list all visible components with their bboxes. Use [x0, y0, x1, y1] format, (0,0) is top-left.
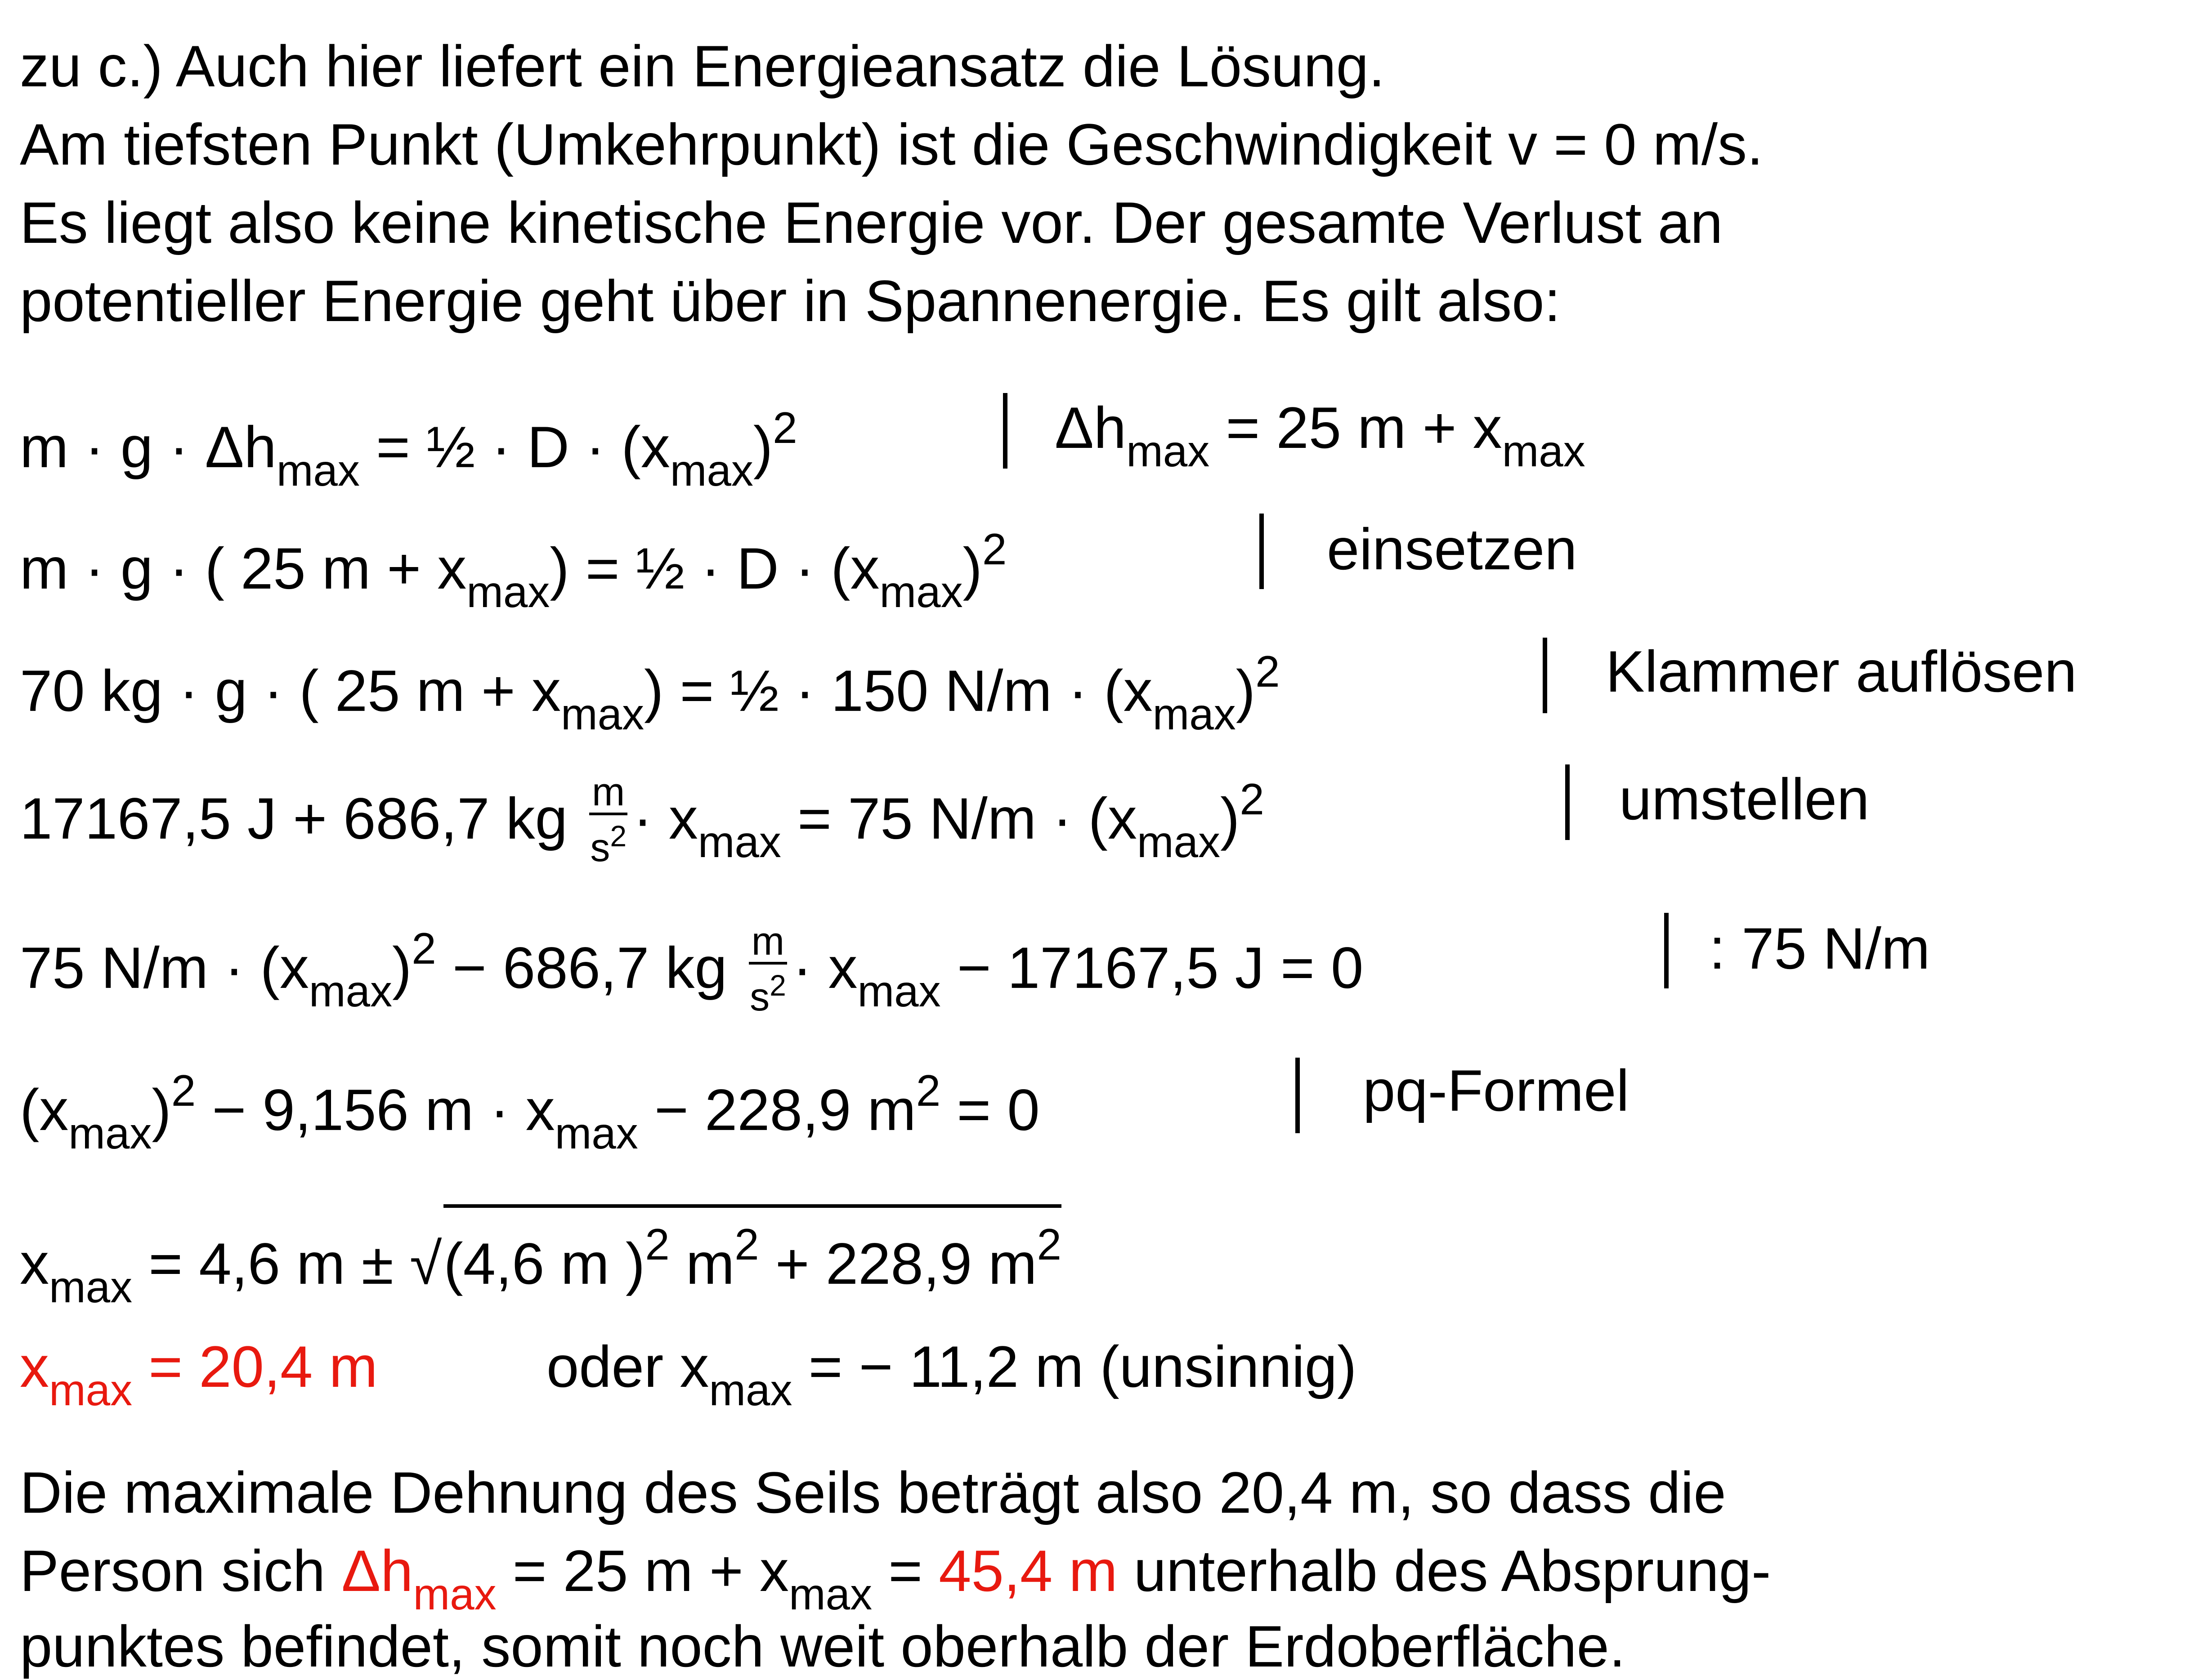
- equation-2-note: einsetzen: [1327, 516, 1577, 582]
- equation-4: 17167,5 J + 686,7 kg $\frac{m}{s^2}$ · $x_{max} = 75$ $N/m \cdot (x_{max})^2$: [20, 769, 1264, 870]
- equation-5-note: : 75 N/m: [1709, 916, 1930, 981]
- equation-7: $x_{max} = 4,6$ m ± √(4,6 m )$^2$ $m^2 + 228,9$ $m^2$: [20, 1204, 1061, 1321]
- separator-bar: [1295, 1058, 1300, 1133]
- separator-bar: [1003, 393, 1007, 469]
- conclusion-line-2: Person sich $\Delta h_{max} = 25$ $m + x_{max} = 45,4$ m unterhalb des Absprung-: [20, 1538, 1771, 1619]
- intro-line-1: zu c.) Auch hier liefert ein Energieansatz die Lösung.: [20, 33, 1385, 99]
- equation-8-alternative: oder $x_{max}$ = − 11,2 m (unsinnig): [546, 1334, 1357, 1415]
- separator-bar: [1565, 764, 1570, 840]
- equation-2: m · g · ( 25 $m + x_{max}$) = ½ · $D \cdot (x_{max})^2$: [20, 524, 1007, 617]
- equation-1-note: $\Delta h_{max} = 25$ $m + x_{max}$: [1055, 395, 1585, 476]
- equation-8-result: $x_{max} = 20,4$ m: [20, 1334, 378, 1415]
- separator-bar: [1543, 638, 1547, 713]
- equation-4-note: umstellen: [1619, 766, 1870, 832]
- fraction-m-per-s2: $\frac{m}{s^2}$: [589, 771, 627, 868]
- conclusion-line-1: Die maximale Dehnung des Seils beträgt also 20,4 m, so dass die: [20, 1460, 1726, 1525]
- equation-6-note: pq-Formel: [1363, 1058, 1629, 1123]
- fraction-m-per-s2: $\frac{m}{s^2}$: [749, 920, 787, 1018]
- equation-1: $m \cdot g \cdot \Delta h_{max}$ = ½ · $D \cdot (x_{max})^2$: [20, 403, 797, 496]
- radicand: (4,6 m )$^2$ $m^2 + 228,9$ $m^2$: [443, 1204, 1061, 1297]
- equation-6: $(x_{max})^2 - 9,156$ $m \cdot x_{max} - 228,9$ $m^2 = 0$: [20, 1066, 1040, 1158]
- intro-line-3: Es liegt also keine kinetische Energie vor. Der gesamte Verlust an: [20, 190, 1723, 255]
- equation-3: 70 kg · g · ( 25 $m + x_{max}$) = ½ · 150 $N/m \cdot (x_{max})^2$: [20, 647, 1280, 739]
- conclusion-line-3: punktes befindet, somit noch weit oberhalb der Erdoberfläche.: [20, 1613, 1625, 1679]
- intro-line-2: Am tiefsten Punkt (Umkehrpunkt) ist die Geschwindigkeit v = 0 m/s.: [20, 112, 1764, 177]
- radical-sign: √: [410, 1230, 442, 1296]
- equation-3-note: Klammer auflösen: [1606, 639, 2077, 704]
- separator-bar: [1664, 913, 1669, 988]
- separator-bar: [1259, 514, 1264, 589]
- square-root: [410, 1204, 1061, 1297]
- intro-line-4: potentieller Energie geht über in Spannenergie. Es gilt also:: [20, 268, 1561, 334]
- equation-5: 75 $N/m \cdot (x_{max})^2 - 686,7$ kg $\frac{m}{s^2}$ · $x_{max} - 17167,5$ J = 0: [20, 918, 1364, 1019]
